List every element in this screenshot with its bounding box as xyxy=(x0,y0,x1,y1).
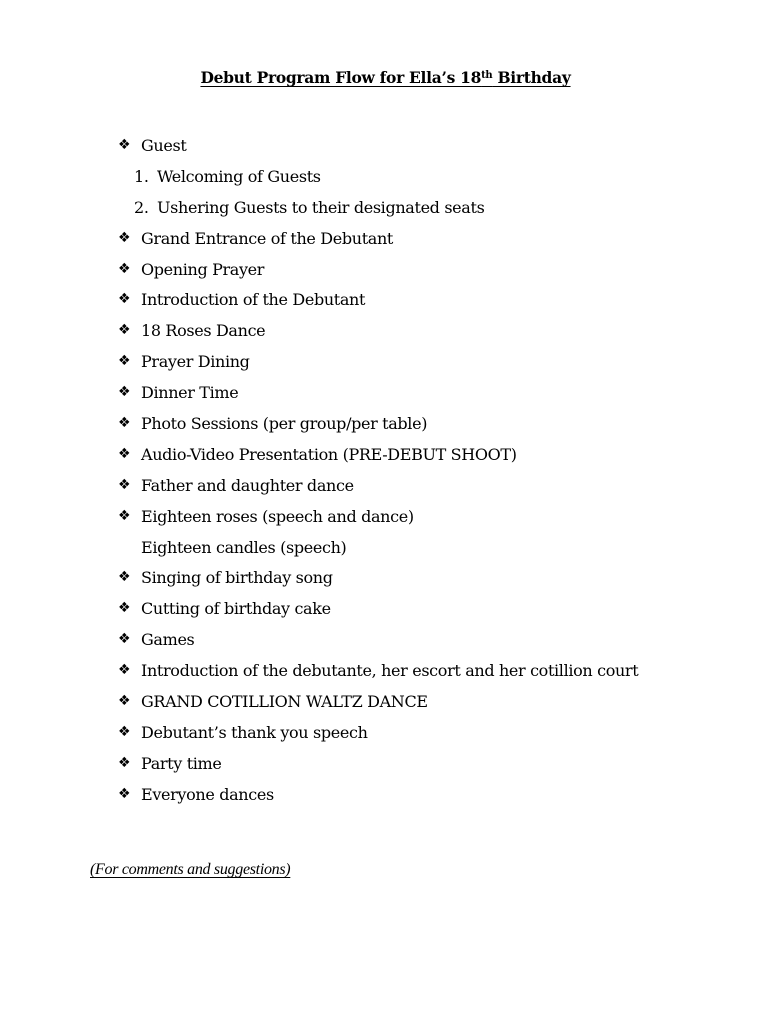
list-item xyxy=(118,593,638,624)
diamond-bullet-icon: ❖ xyxy=(118,476,131,493)
diamond-bullet-icon: ❖ xyxy=(118,414,131,431)
list-item-text: Audio-Video Presentation (PRE-DEBUT SHOOT) xyxy=(141,444,517,464)
list-item-text: Opening Prayer xyxy=(141,259,265,279)
list-item xyxy=(118,254,638,285)
diamond-bullet-icon: ❖ xyxy=(118,631,131,648)
list-item xyxy=(118,439,638,470)
list-item-text: Ushering Guests to their designated seats xyxy=(157,197,485,217)
diamond-bullet-icon: ❖ xyxy=(118,754,131,771)
diamond-bullet-icon: ❖ xyxy=(118,785,131,802)
list-item-text: Debutant’s thank you speech xyxy=(141,722,368,742)
list-item xyxy=(118,532,638,563)
list-item xyxy=(118,408,638,439)
list-item xyxy=(118,377,638,408)
list-item-number: 1. xyxy=(134,166,149,186)
list-item-text: Dinner Time xyxy=(141,383,239,403)
list-item xyxy=(118,315,638,346)
list-item-text: Prayer Dining xyxy=(141,352,250,372)
diamond-bullet-icon: ❖ xyxy=(118,600,131,617)
list-item-text: Introduction of the debutante, her escort and her cotillion court xyxy=(141,661,639,681)
list-item xyxy=(118,346,638,377)
list-item xyxy=(118,284,638,315)
list-item-text: Party time xyxy=(141,753,222,773)
list-item-text: Introduction of the Debutant xyxy=(141,290,366,310)
list-item xyxy=(118,686,638,717)
title-superscript: th xyxy=(481,70,493,81)
diamond-bullet-icon: ❖ xyxy=(118,692,131,709)
diamond-bullet-icon: ❖ xyxy=(118,723,131,740)
list-item-text: Everyone dances xyxy=(141,784,274,804)
list-item xyxy=(118,161,638,192)
diamond-bullet-icon: ❖ xyxy=(118,353,131,370)
list-item xyxy=(118,717,638,748)
list-item xyxy=(118,223,638,254)
list-item-text: Photo Sessions (per group/per table) xyxy=(141,413,428,433)
page-title xyxy=(0,68,768,87)
diamond-bullet-icon: ❖ xyxy=(118,384,131,401)
list-item-text: Cutting of birthday cake xyxy=(141,599,331,619)
list-item xyxy=(118,501,638,532)
list-item-text: Eighteen roses (speech and dance) xyxy=(141,506,414,526)
program-list xyxy=(118,130,638,810)
diamond-bullet-icon: ❖ xyxy=(118,445,131,462)
list-item xyxy=(118,562,638,593)
diamond-bullet-icon: ❖ xyxy=(118,291,131,308)
list-item xyxy=(118,779,638,810)
list-item-number: 2. xyxy=(134,197,149,217)
list-item-text: Welcoming of Guests xyxy=(157,166,321,186)
list-item xyxy=(118,470,638,501)
diamond-bullet-icon: ❖ xyxy=(118,136,131,153)
list-item xyxy=(118,655,638,686)
list-item-text: Singing of birthday song xyxy=(141,568,333,588)
diamond-bullet-icon: ❖ xyxy=(118,569,131,586)
list-item-text: Games xyxy=(141,630,195,650)
list-item-text: Father and daughter dance xyxy=(141,475,354,495)
list-item-text: Grand Entrance of the Debutant xyxy=(141,228,394,248)
diamond-bullet-icon: ❖ xyxy=(118,260,131,277)
title-end: Birthday xyxy=(492,68,571,87)
list-item xyxy=(118,192,638,223)
list-item-text: 18 Roses Dance xyxy=(141,321,266,341)
list-item-text: Eighteen candles (speech) xyxy=(141,537,347,557)
list-item-text: GRAND COTILLION WALTZ DANCE xyxy=(141,691,428,711)
diamond-bullet-icon: ❖ xyxy=(118,322,131,339)
list-item xyxy=(118,130,638,161)
list-item xyxy=(118,748,638,779)
diamond-bullet-icon: ❖ xyxy=(118,229,131,246)
title-main: Debut Program Flow for Ella’s 18 xyxy=(200,68,482,87)
comments-note: (For comments and suggestions) xyxy=(90,861,291,878)
list-item xyxy=(118,624,638,655)
list-item-text: Guest xyxy=(141,135,187,155)
diamond-bullet-icon: ❖ xyxy=(118,507,131,524)
diamond-bullet-icon: ❖ xyxy=(118,662,131,679)
